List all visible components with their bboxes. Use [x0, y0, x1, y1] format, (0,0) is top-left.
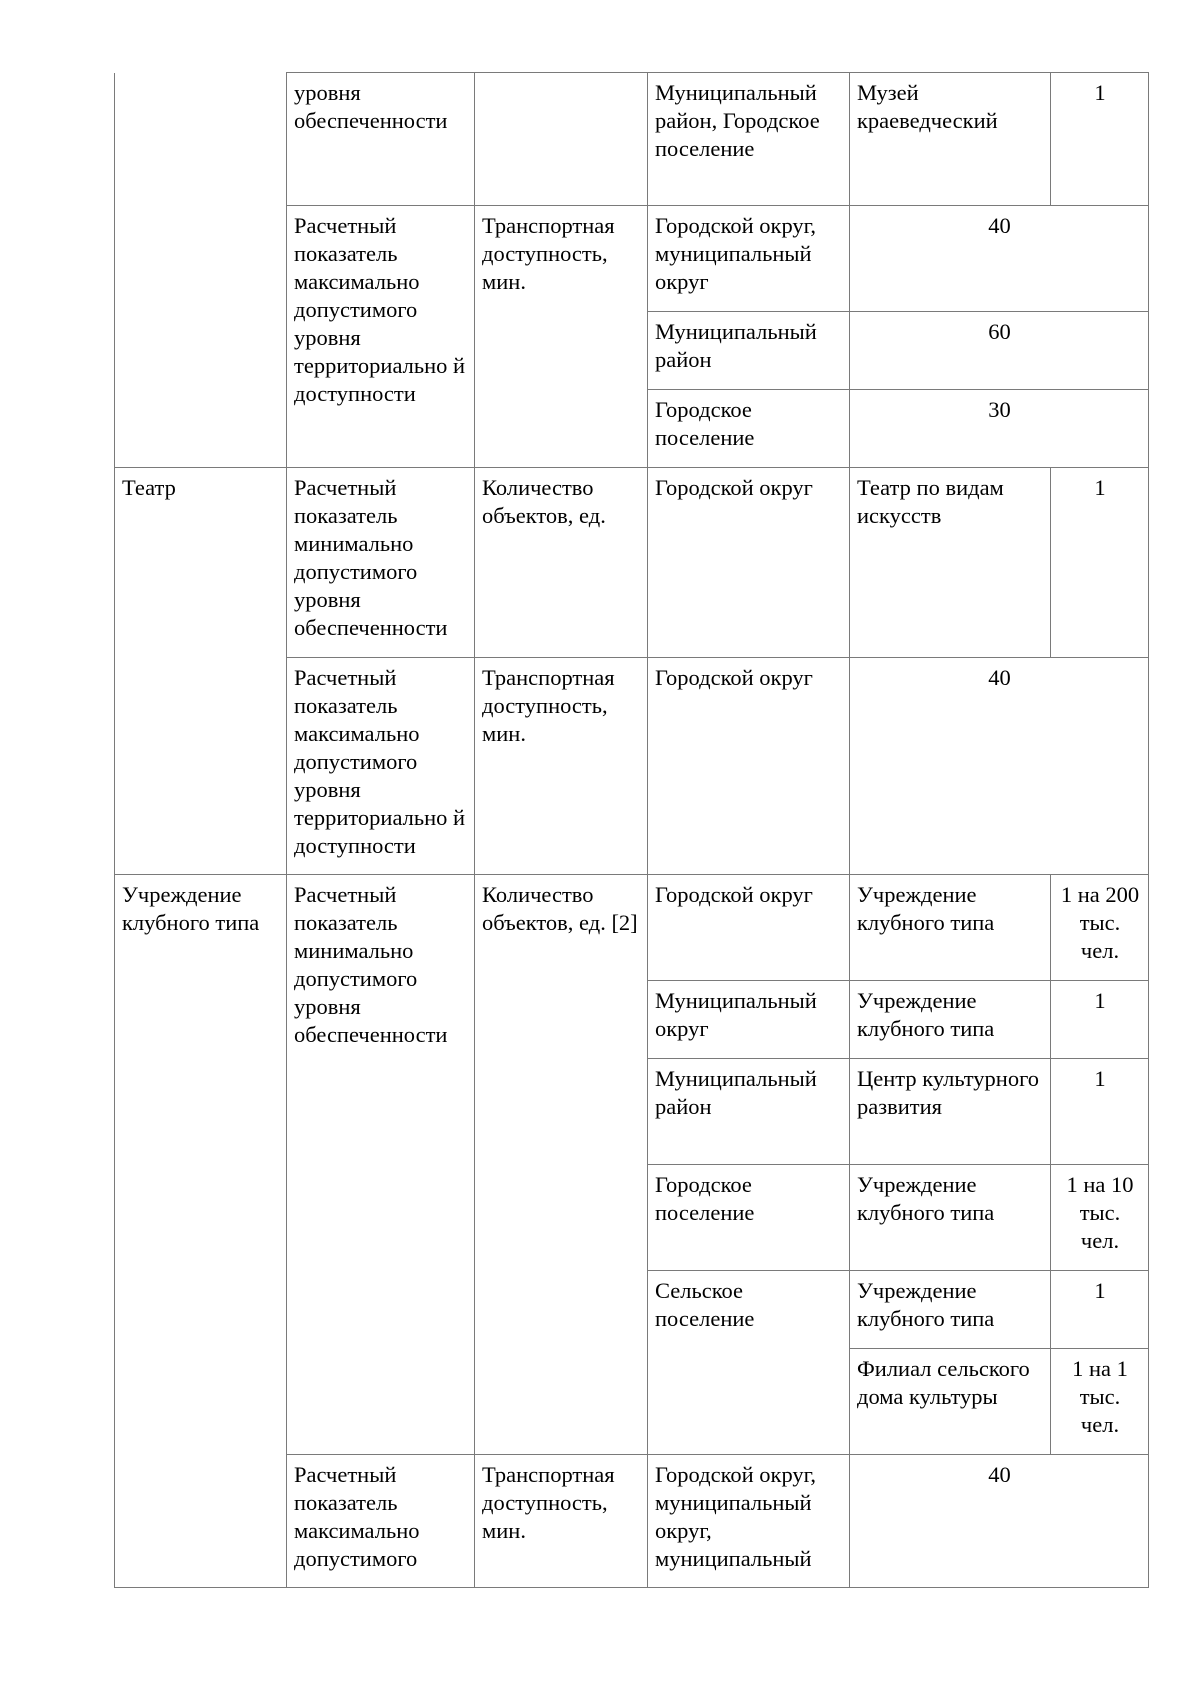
table-row — [115, 875, 1149, 981]
value-cell: 1 — [1051, 981, 1149, 1059]
municipality-cell: Городской округ, муниципальный округ — [648, 206, 850, 312]
measure-cell: Транспортная доступность, мин. — [475, 658, 648, 875]
municipality-cell: Муниципальный район — [648, 312, 850, 390]
object-cell: Театр — [115, 468, 287, 875]
object-type-cell: Филиал сельского дома культуры — [850, 1349, 1051, 1455]
measure-cell: Транспортная доступность, мин. — [475, 206, 648, 468]
indicator-cell: Расчетный показатель максимально допустимого — [287, 1455, 475, 1588]
indicator-cell: Расчетный показатель максимально допустимого уровня территориально й доступности — [287, 658, 475, 875]
value-cell: 1 — [1051, 1059, 1149, 1165]
table-row — [115, 73, 1149, 206]
municipality-cell: Муниципальный район, Городское поселение — [648, 73, 850, 206]
value-cell: 40 — [850, 206, 1149, 312]
value-cell: 40 — [850, 1455, 1149, 1588]
municipality-cell: Городское поселение — [648, 1165, 850, 1271]
table-row — [115, 468, 1149, 658]
object-type-cell: Музей краеведческий — [850, 73, 1051, 206]
value-cell: 1 — [1051, 1271, 1149, 1349]
norms-table — [114, 72, 1149, 1588]
value-cell: 60 — [850, 312, 1149, 390]
object-type-cell: Театр по видам искусств — [850, 468, 1051, 658]
indicator-cell: Расчетный показатель минимально допустимого уровня обеспеченности — [287, 875, 475, 1455]
value-cell: 1 на 200 тыс. чел. — [1051, 875, 1149, 981]
value-cell: 30 — [850, 390, 1149, 468]
municipality-cell: Городской округ — [648, 875, 850, 981]
municipality-cell: Городской округ — [648, 468, 850, 658]
measure-cell: Транспортная доступность, мин. — [475, 1455, 648, 1588]
measure-cell: Количество объектов, ед. [2] — [475, 875, 648, 1455]
object-cell: Учреждение клубного типа — [115, 875, 287, 1588]
municipality-cell: Сельское поселение — [648, 1271, 850, 1455]
object-type-cell: Центр культурного развития — [850, 1059, 1051, 1165]
municipality-cell: Городской округ, муниципальный округ, муниципальный — [648, 1455, 850, 1588]
value-cell: 1 — [1051, 468, 1149, 658]
object-type-cell: Учреждение клубного типа — [850, 1165, 1051, 1271]
indicator-cell: уровня обеспеченности — [287, 73, 475, 206]
object-type-cell: Учреждение клубного типа — [850, 981, 1051, 1059]
indicator-cell: Расчетный показатель максимально допустимого уровня территориально й доступности — [287, 206, 475, 468]
value-cell: 1 — [1051, 73, 1149, 206]
object-type-cell: Учреждение клубного типа — [850, 1271, 1051, 1349]
value-cell: 40 — [850, 658, 1149, 875]
value-cell: 1 на 1 тыс. чел. — [1051, 1349, 1149, 1455]
municipality-cell: Городское поселение — [648, 390, 850, 468]
municipality-cell: Муниципальный округ — [648, 981, 850, 1059]
municipality-cell: Муниципальный район — [648, 1059, 850, 1165]
indicator-cell: Расчетный показатель минимально допустимого уровня обеспеченности — [287, 468, 475, 658]
municipality-cell: Городской округ — [648, 658, 850, 875]
object-cell — [115, 73, 287, 468]
measure-cell — [475, 73, 648, 206]
object-type-cell: Учреждение клубного типа — [850, 875, 1051, 981]
measure-cell: Количество объектов, ед. — [475, 468, 648, 658]
value-cell: 1 на 10 тыс. чел. — [1051, 1165, 1149, 1271]
